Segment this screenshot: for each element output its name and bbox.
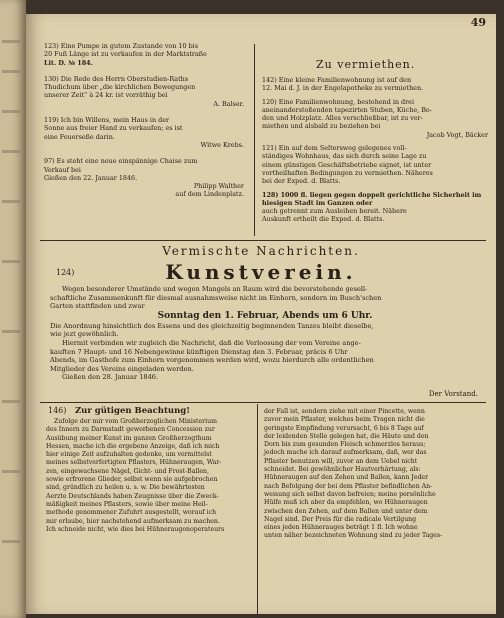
classified-ad [262,98,488,139]
notice-line: Ich schneide nicht, wie dies bei Hühneraugenoperateurs [46,525,225,533]
section-rule-2 [40,402,486,403]
notice-line: schneidet. Bei gewöhnlicher Hautverhärtung, als: [264,466,421,474]
body-line: Die Anordnung hinsichtlich des Essens und des gleichzeitig beginnenden Tanzes bleibt dieselbe, [50,321,374,330]
ad-line: einem günstigen Geschäftsbetriebe eignet, ist unter [262,160,432,169]
newspaper-page [26,14,496,614]
ad-line: A. Balser. [213,99,244,108]
notice-line: jedoch mache ich darauf aufmerksam, daß, wer das [264,449,427,457]
ad-line: Philipp Walther [193,182,244,191]
ad-line: 20 Fuß Länge ist zu verkaufen in der Marktstraße [44,50,207,59]
rent-heading: Zu vermiethen. [316,58,416,71]
body-line: Gießen den 28. Januar 1846. [62,373,159,382]
kunstverein-body [50,285,480,382]
ad-line: 121) Ein auf dem Seltersweg gelegenes voll- [262,144,407,153]
notice-line: hier einige Zeit aufzuhalten gedenke, um vermittelst [46,451,212,459]
page-number: 49 [470,16,486,29]
notice-title: Zur gütigen Beachtung! [74,406,190,416]
classified-right-column [262,76,488,229]
body-line: Mitglieder des Vereins eingeladen werden. [50,364,194,373]
column-divider-2 [257,404,258,614]
kunstverein-number: 124) [56,268,75,277]
body-line: Garten stattfinden und zwar [50,302,145,311]
section-title: Vermischte Nachrichten. [162,244,360,258]
ad-line: den und Holzplatz. Alles verschließbar, ist zu ver- [262,114,423,123]
body-line: schaftliche Zusammenkunft für diesmal ausnahmsweise nicht im Einhorn, sondern im Busch'schen [50,293,382,302]
notice-line: Aerzte Deutschlands haben Zeugnisse über die Zweck- [46,492,219,500]
notice-line: mir erlaube, hier nachstehend aufmerksam zu machen. [46,517,220,525]
notice-line: zwischen den Zehen, auf dem Ballen und unter dem [264,507,428,515]
notice-line: Nagel sind. Der Preis für die radicale Vertilgung [264,515,417,523]
notice-line: meines selbstverfertigten Pflasters, Hühneraugen, War- [46,459,222,467]
kunstverein-signature: Der Vorstand. [428,390,478,398]
body-line: Abends, im Gasthofe zum Einhorn vorgenommen werden wird, wozu hierdurch alle ordentlichen [50,356,374,365]
ad-line: 119) Ich bin Willens, mein Haus in der [44,116,170,125]
notice-number: 146) [48,406,67,415]
classified-ad [44,116,244,149]
notice-line: Hühneraugen auf den Zehen und Ballen, kann Jeder [264,474,429,482]
ad-line: 123) Eine Pumpe in gutem Zustande von 10 bis [44,42,198,50]
classified-ad [262,144,488,185]
notice-line: sowie erfrorene Glieder, selbst wenn sie aufgebrochen [46,476,218,484]
notice-left-text [46,418,254,534]
ad-line: 130) Die Rede des Herrn Oberstudien-Raths [44,74,189,83]
ad-line: vortheilhaften Bedingungen zu vermiethen. Näheres [262,168,433,177]
ad-line: 128) 1000 fl. liegen gegen doppelt gerichtliche Sicherheit im hiesigen Stadt im Ganzen oder [262,190,482,207]
ad-line: unserer Zeit“ à 24 kr. ist vorräthig bei [44,91,168,100]
kunstverein-title: Kunstverein. [165,260,357,284]
notice-line: des Innern zu Darmstadt geworbenen Concession zur [46,426,215,434]
notice-line: der Fall ist, sondern ziehe mit einer Pincette, wenn [264,408,425,415]
ad-line: aneinanderstoßenden tapezirten Stuben, Küche, Bo- [262,105,432,114]
ad-line: Sonne aus freier Hand zu verkaufen; es ist [44,124,183,133]
notice-line: sind, gründlich zu heilen u. s. w. Die bewährtesten [46,484,205,492]
notice-line: geringste Empfindung verursacht, 6 bis 8 Tage auf [264,424,424,432]
ad-line: auf dem Lindenplatz. [175,190,244,199]
ad-line: Witwe Krebs. [200,140,244,149]
notice-line: Pflaster benutzen will, zuvor an dem Uebel nicht [264,457,418,465]
ad-line: Verkauf bei [44,165,81,174]
ad-line: eine Feuerseße darin. [44,132,115,141]
notice-line: zen, eingewachsene Nägel, Gicht- und Frost-Ballen, [46,467,209,475]
ad-line: Gießen den 22. Januar 1846. [44,173,138,182]
ad-line: miethen und alsbald zu beziehen bei [262,122,381,131]
ad-line: ständiges Wohnhaus, das sich durch seine Lage zu [262,152,427,161]
classified-ad [44,157,244,198]
notice-line: mäßigkeit meines Pflasters, sowie über meine Heil- [46,500,208,508]
notice-line: Dorn bis zum gesunden Fleisch schmerzlos heraus; [264,441,426,449]
notice-line: Hülfe muß ich aber da empfehlen, wo Hühneraugen [264,499,428,507]
ad-line: Auskunft ertheilt die Exped. d. Blatts. [262,215,385,224]
notice-line: Ausübung meiner Kunst im ganzen Großherzogthum [46,434,212,442]
classified-ad [262,76,488,93]
ad-line: 142) Eine kleine Familienwohnung ist auf den [262,76,412,84]
notice-line: eines jeden Hühnerauges beträgt 1 fl. Ich wohne [264,524,418,532]
ad-line: 12. Mai d. J. in der Engelapotheke zu vermiethen. [262,84,424,93]
ad-line: Thudichum über „die kirchlichen Bewegungen [44,83,196,92]
body-line: Wegen besonderer Umstände und wegen Mangels an Raum wird die bevorstehende gesell- [62,285,368,293]
notice-line: weisung sich selbst davon befreien; meine persönliche [264,490,436,498]
column-divider [254,44,255,236]
body-line: kauften 7 Haupt- und 16 Nebengewinne künftigen Dienstag den 3. Februar, präcis 6 Uhr [50,347,348,356]
classified-ad [44,75,244,108]
body-line: Hiermit verbinden wir zugleich die Nachricht, daß die Verloosung der vom Vereine ange- [62,338,361,347]
ad-line: Jacob Vogt, Bäcker [426,130,488,139]
notice-heading [48,406,190,416]
notice-line: Zufolge der mir vom Großherzoglichen Ministerium [54,418,217,425]
notice-right-text [264,408,490,541]
classified-left-column [44,42,244,207]
notice-line: methode genommener Zufuhrt ausgestellt, worauf ich [46,509,217,517]
ad-line: bei der Exped. d. Blatts. [262,177,341,186]
ad-line: auch getrennt zum Ausleihen bereit. Nähere [262,207,407,216]
notice-line: der leidenden Stelle gelegen hat, die Häute und den [264,432,429,440]
body-line: Sonntag den 1. Februar, Abends um 6 Uhr. [157,310,373,321]
notice-line: zuvor mein Pflaster, welches beim Tragen nicht die [264,416,425,424]
classified-ad [262,191,488,224]
ad-line: 120) Eine Familienwohnung, bestehend in drei [262,97,414,106]
ad-line: 97) Es steht eine neue einspännige Chaise zum [44,157,198,166]
adjacent-page-edge [0,0,26,618]
ad-line: Lit. D. № 184. [44,58,93,67]
notice-line: nach Befolgung der bei dem Pflaster befindlichen An- [264,482,433,490]
notice-line: Hessen, mache ich die ergebene Anzeige, daß ich mich [46,442,220,450]
section-rule [40,240,486,241]
notice-line: unten näher bezeichneten Wohnung sind zu jeder Tages- [264,532,443,540]
classified-ad [44,42,244,67]
body-line: wie jezt gewöhnlich. [50,330,119,339]
